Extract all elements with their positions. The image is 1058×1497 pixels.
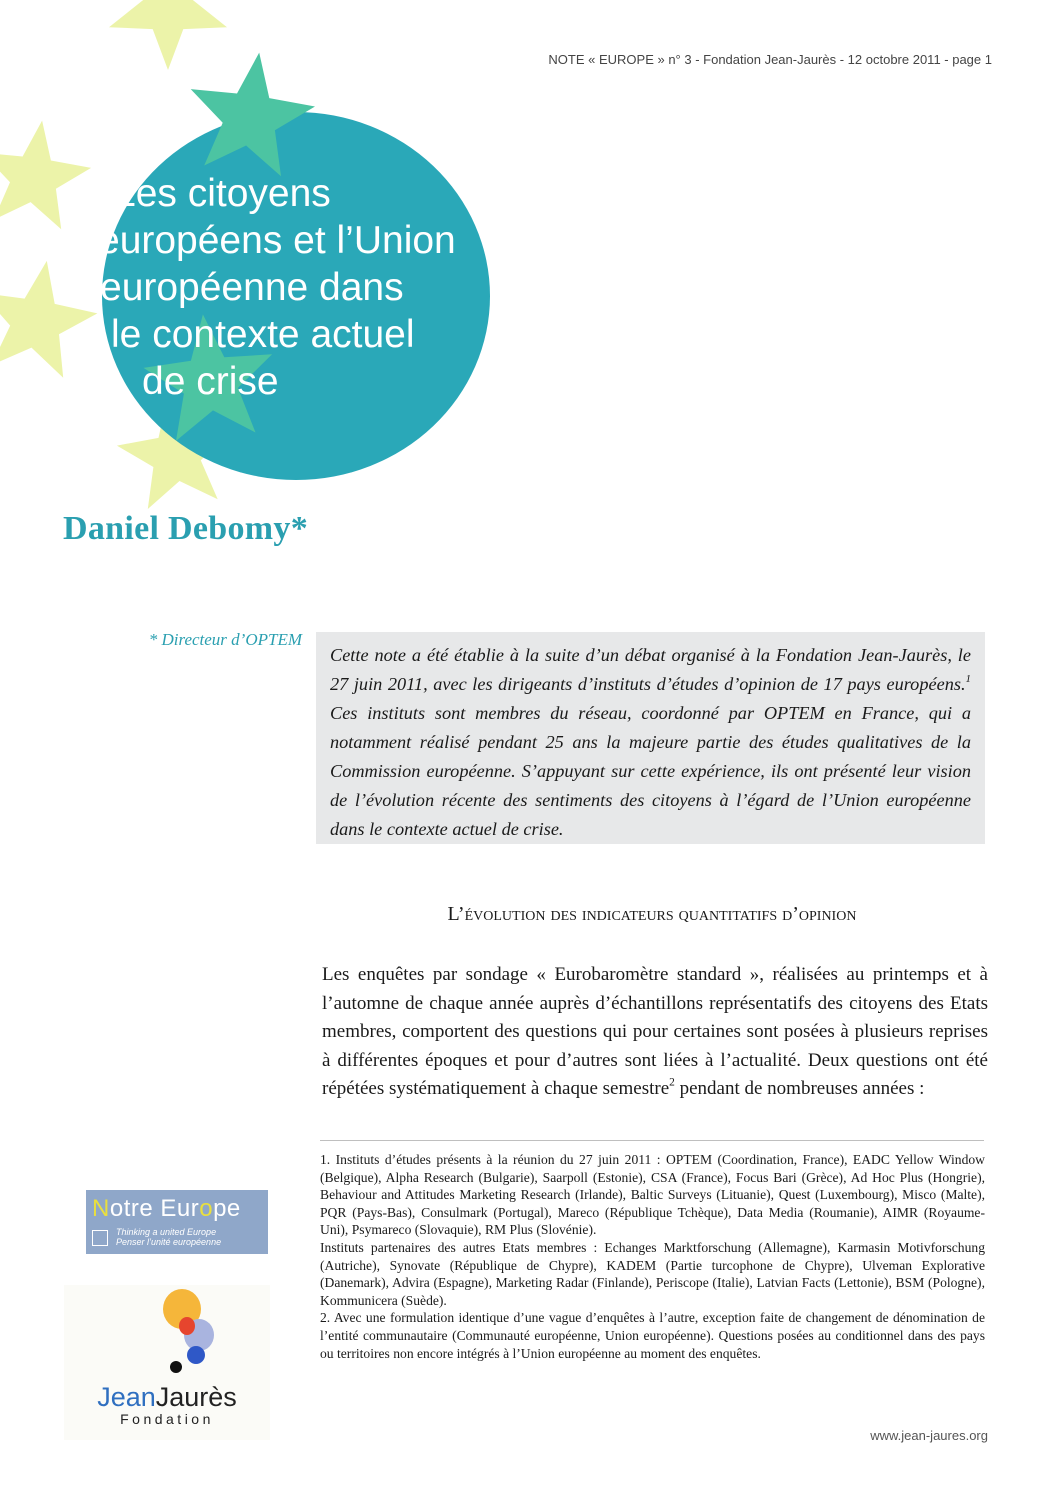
title-line: Les citoyens — [114, 172, 331, 215]
title-line: de crise — [142, 360, 279, 403]
intro-text: Ces instituts sont membres du réseau, coordonné par OPTEM en France, qui a notamment réalisé pendant 25 ans la majeure partie des études qualitatives de la Commission européenne. S’appuyant sur cette expérience, ils ont présenté leur vision de l’évolution récente des sentiments des citoyens à l’égard de l’Union européenne dans le contexte actuel de crise. — [330, 703, 971, 839]
intro-box — [316, 632, 985, 844]
notre-europe-wordmark: Notre Europe — [92, 1195, 241, 1222]
notre-europe-tagline: Thinking a united Europe Penser l’unité européenne — [116, 1227, 222, 1247]
author-affiliation: * Directeur d’OPTEM — [148, 630, 302, 649]
title-line: européens et l’Union — [98, 219, 456, 262]
document-title — [96, 170, 496, 405]
section-heading: L’évolution des indicateurs quantitatifs d’opinion — [447, 903, 857, 925]
jean-jaures-subtitle: Fondation — [120, 1411, 214, 1427]
jean-jaures-emblem-icon — [64, 1285, 270, 1385]
body-paragraph — [322, 961, 988, 1104]
body-text: Les enquêtes par sondage « Eurobaromètre standard », réalisées au printemps et à l’automne de chaque année auprès d’échantillons représentatifs des citoyens des Etats membres, comportent des questions qui pour certaines sont posées à plusieurs reprises à différentes époques et pour d’autres sont liées à l’actualité. Deux questions ont été répétées systématiquement à chaque semestre — [322, 964, 988, 1099]
flag-icon — [92, 1230, 108, 1246]
intro-text: Cette note a été établie à la suite d’un débat organisé à la Fondation Jean-Jaurès, le 27 juin 2011, avec les dirigeants d’instituts d’études d’opinion de 17 pays européens. — [330, 645, 971, 694]
title-line: européenne dans — [100, 266, 404, 309]
author-name: Daniel Debomy* — [63, 510, 309, 547]
footnote: Instituts partenaires des autres Etats membres : Echanges Marktforschung (Allemagne), Karmasin Motivforschung (Autriche), Synovate (République de Chypre), KADEM (Partie turcophone de Chypre), Ulveman Explorative (Danemark), Advira (Espagne), Marketing Radar (Finlande), Periscope (Italie), Latvian Facts (Lettonie), BSM (Pologne), Kommunicera (Suède). — [320, 1239, 985, 1308]
fondation-jean-jaures-logo — [64, 1285, 270, 1440]
running-head: NOTE « EUROPE » n° 3 - Fondation Jean-Jaurès - 12 octobre 2011 - page 1 — [548, 52, 992, 67]
footnote: 1. Instituts d’études présents à la réunion du 27 juin 2011 : OPTEM (Coordination, France), EADC Yellow Window (Belgique), Alpha Research (Bulgarie), Saarpoll (Estonie), CSA (France), Focus Bari (Grèce), Ad Hoc Plus (Hongrie), Behaviour and Attitudes Marketing Research (Irlande), Baltic Surveys (Lituanie), Quest (Luxembourg), Misco (Malte), PQR (Pays-Bas), Consulmark (Portugal), Mareco (République Tchèque), Data Media (Roumanie), AIMR (Royaume-Uni), Psymareco (Slovaquie), RM Plus (Slovénie). — [320, 1152, 985, 1238]
website-link[interactable]: www.jean-jaures.org — [870, 1428, 988, 1443]
notre-europe-logo — [86, 1190, 268, 1254]
jean-jaures-wordmark: JeanJaurès — [97, 1382, 237, 1412]
footnotes — [320, 1151, 985, 1362]
footnote-ref[interactable]: 1 — [965, 672, 971, 685]
footnote-ref[interactable]: 2 — [669, 1076, 675, 1089]
body-text: pendant de nombreuses années : — [674, 1078, 925, 1099]
star-icon — [109, 0, 227, 70]
footnote-divider — [320, 1140, 984, 1141]
footnote: 2. Avec une formulation identique d’une vague d’enquêtes à l’autre, exception faite de changement de dénomination de l’entité communautaire (Communauté européenne, Union européenne). Questions posées au conditionnel dans des pays ou territoires non encore intégrés à l’Union européenne au moment des enquêtes. — [320, 1310, 985, 1361]
title-line: le contexte actuel — [111, 313, 415, 356]
star-icon — [0, 261, 97, 378]
star-icon — [0, 121, 91, 230]
